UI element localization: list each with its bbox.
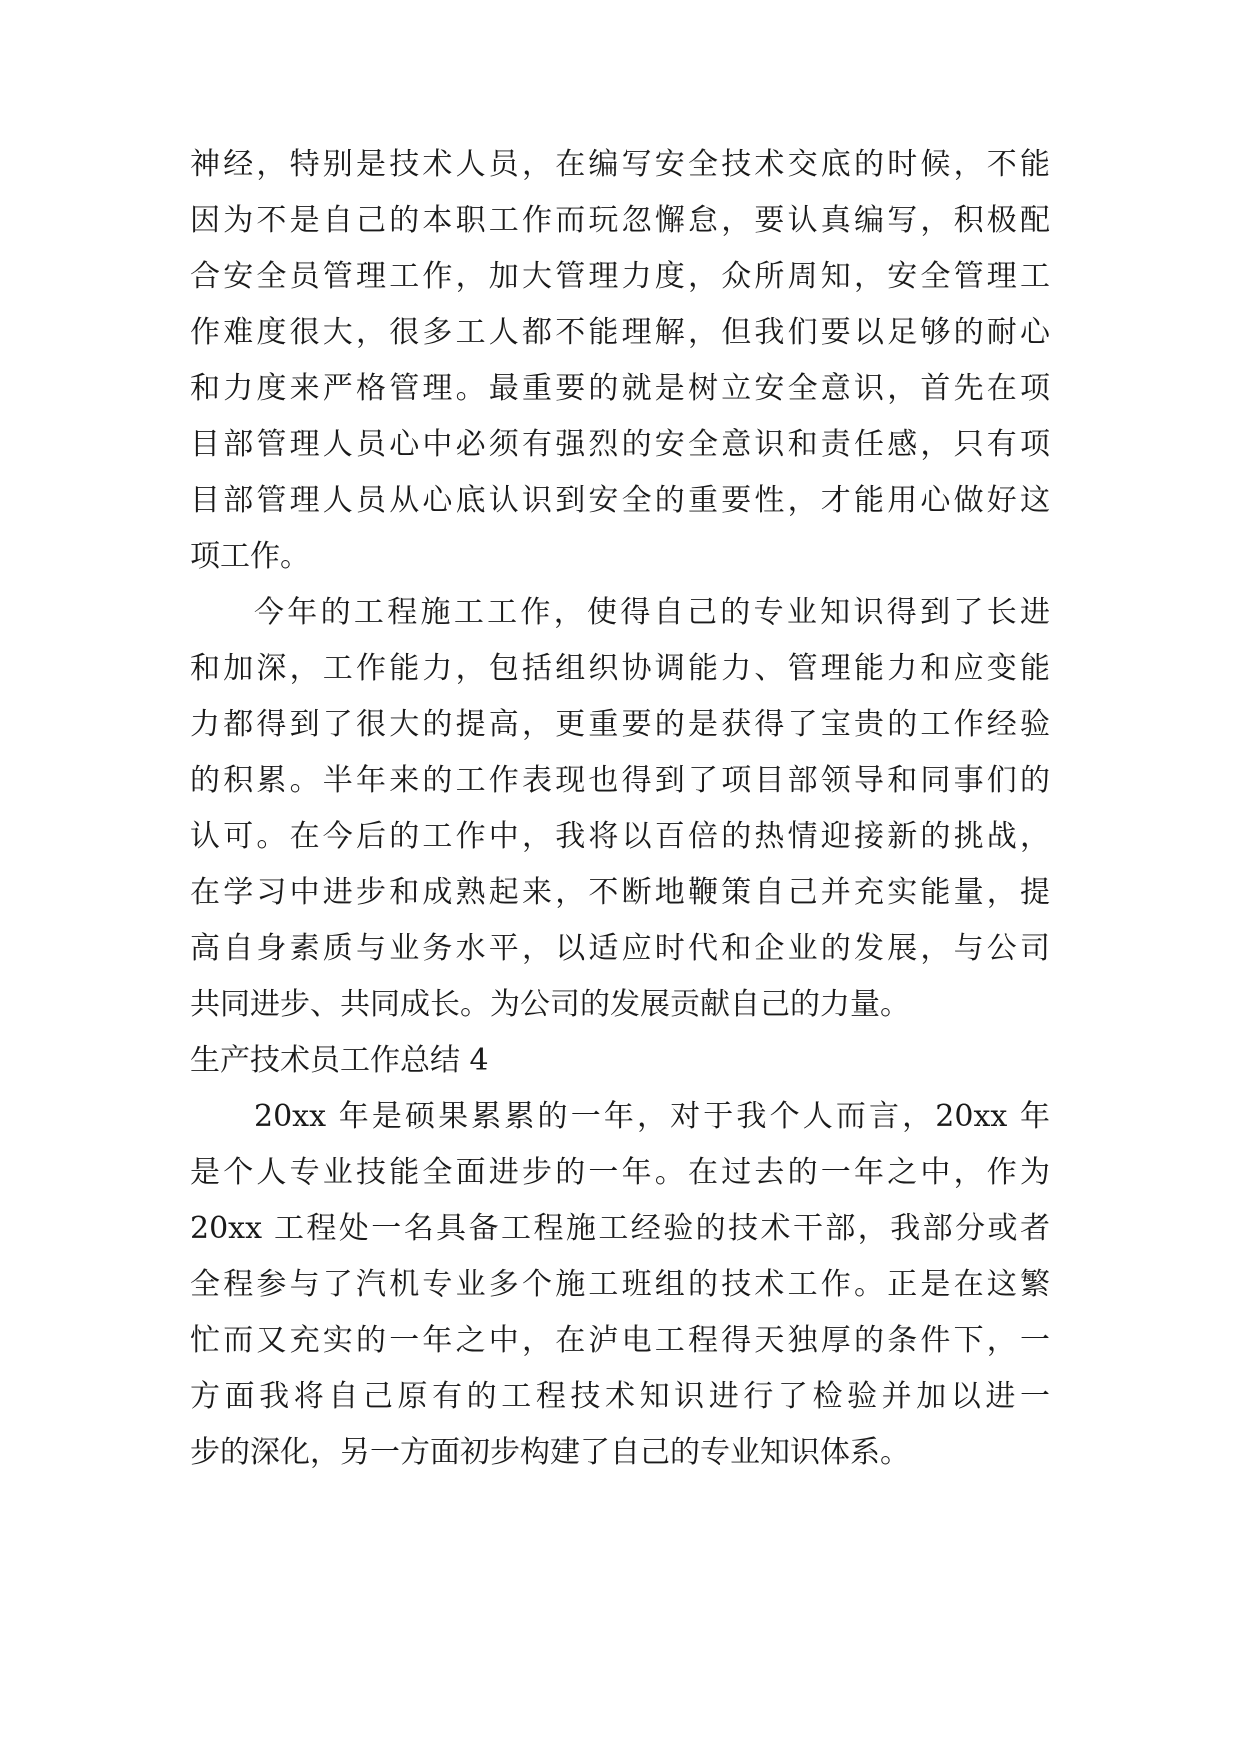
text-line: 在学习中进步和成熟起来，不断地鞭策自己并充实能量，提	[190, 875, 1050, 910]
paragraph-first-line: 20xx 年是硕果累累的一年，对于我个人而言，20xx 年	[254, 1099, 1050, 1134]
paragraph-first-line: 今年的工程施工工作，使得自己的专业知识得到了长进	[254, 595, 1050, 630]
text-line: 全程参与了汽机专业多个施工班组的技术工作。正是在这繁	[190, 1267, 1050, 1302]
text-line: 因为不是自己的本职工作而玩忽懈怠，要认真编写，积极配	[190, 203, 1050, 238]
text-line: 作难度很大，很多工人都不能理解，但我们要以足够的耐心	[190, 315, 1050, 350]
text-line: 认可。在今后的工作中，我将以百倍的热情迎接新的挑战，	[190, 819, 1050, 854]
text-line: 是个人专业技能全面进步的一年。在过去的一年之中，作为	[190, 1155, 1050, 1190]
text-line: 合安全员管理工作，加大管理力度，众所周知，安全管理工	[190, 259, 1050, 294]
text-line: 和力度来严格管理。最重要的就是树立安全意识，首先在项	[190, 371, 1050, 406]
text-line: 和加深，工作能力，包括组织协调能力、管理能力和应变能	[190, 651, 1050, 686]
text-line: 目部管理人员心中必须有强烈的安全意识和责任感，只有项	[190, 427, 1050, 462]
text-line: 力都得到了很大的提高，更重要的是获得了宝贵的工作经验	[190, 707, 1050, 742]
text-line: 目部管理人员从心底认识到安全的重要性，才能用心做好这	[190, 483, 1050, 518]
section-heading: 生产技术员工作总结 4	[190, 1043, 489, 1078]
text-line: 忙而又充实的一年之中，在泸电工程得天独厚的条件下，一	[190, 1323, 1050, 1358]
text-line: 步的深化，另一方面初步构建了自己的专业知识体系。	[190, 1435, 910, 1470]
text-line: 项工作。	[190, 539, 310, 574]
text-line: 高自身素质与业务水平，以适应时代和企业的发展，与公司	[190, 931, 1050, 966]
text-line: 的积累。半年来的工作表现也得到了项目部领导和同事们的	[190, 763, 1050, 798]
text-line: 神经，特别是技术人员，在编写安全技术交底的时候，不能	[190, 147, 1050, 182]
text-line: 方面我将自己原有的工程技术知识进行了检验并加以进一	[190, 1379, 1050, 1414]
text-line: 共同进步、共同成长。为公司的发展贡献自己的力量。	[190, 987, 910, 1022]
text-line: 20xx 工程处一名具备工程施工经验的技术干部，我部分或者	[190, 1211, 1050, 1246]
